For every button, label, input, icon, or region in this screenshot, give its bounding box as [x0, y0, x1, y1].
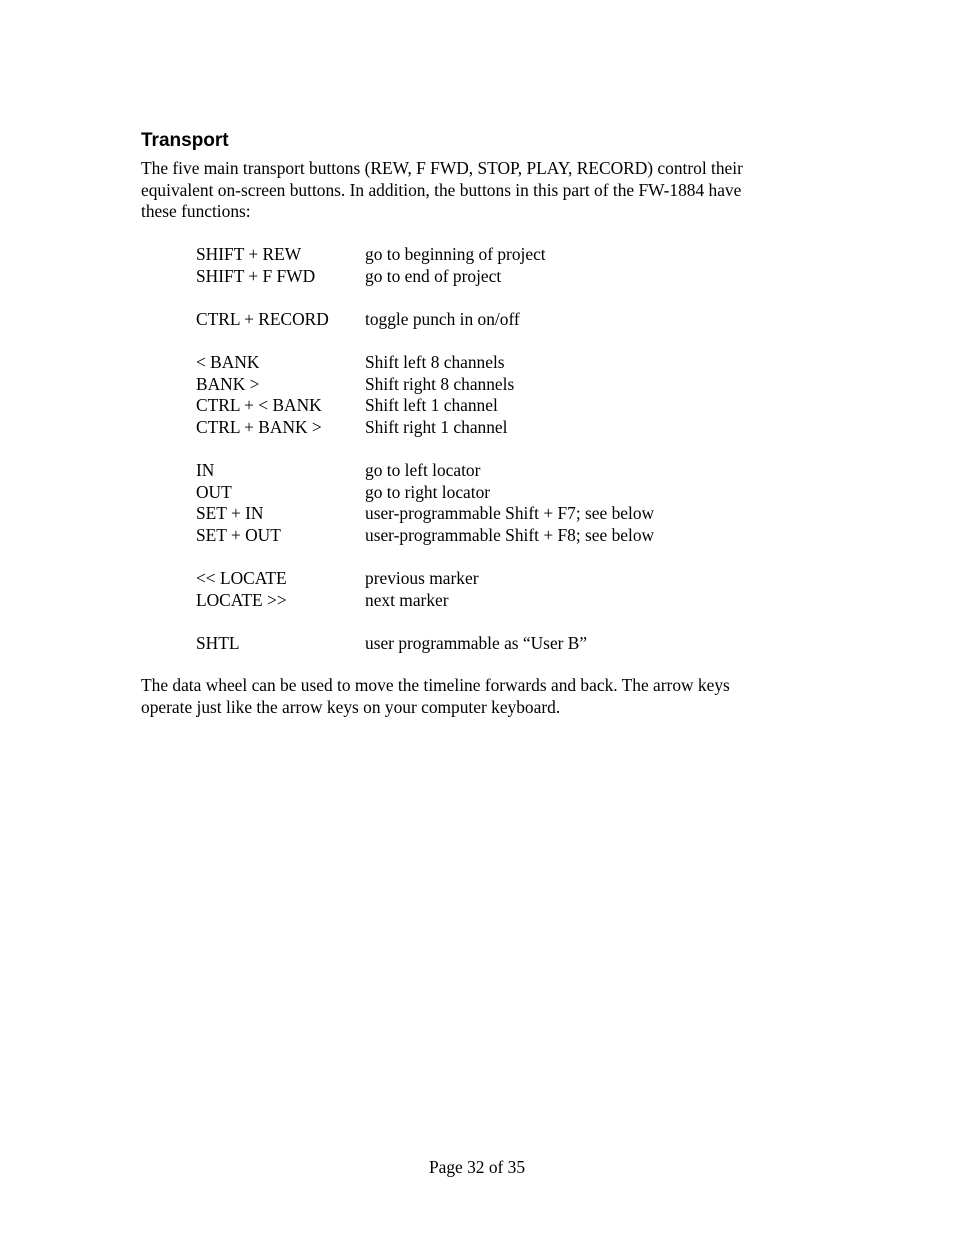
mapping-row — [196, 568, 654, 590]
button-function: user programmable as “User B” — [365, 632, 588, 653]
mapping-row — [196, 503, 654, 525]
button-function: user-programmable Shift + F7; see below — [365, 503, 655, 524]
mapping-group-rew-ffwd — [196, 244, 654, 287]
button-combo: < BANK — [196, 351, 260, 372]
button-function: user-programmable Shift + F8; see below — [365, 524, 655, 545]
button-combo: OUT — [196, 481, 232, 502]
button-function: go to beginning of project — [365, 244, 546, 264]
mapping-group-shuttle — [196, 633, 654, 655]
mapping-row — [196, 417, 654, 439]
button-combo: LOCATE >> — [196, 589, 287, 610]
button-combo: BANK > — [196, 373, 260, 394]
button-combo: IN — [196, 459, 215, 480]
mapping-row — [196, 374, 654, 396]
page-number: Page 32 of 35 — [428, 1157, 526, 1177]
button-function: Shift right 8 channels — [365, 373, 515, 394]
button-combo: CTRL + RECORD — [196, 308, 329, 329]
mapping-group-locators — [196, 460, 654, 546]
mapping-row — [196, 244, 654, 266]
mapping-row — [196, 590, 654, 612]
section-heading: Transport — [141, 130, 229, 151]
mapping-row — [196, 309, 654, 331]
intro-line: The five main transport buttons (REW, F FWD, STOP, PLAY, RECORD) control their — [141, 158, 743, 178]
button-function: previous marker — [365, 567, 479, 588]
button-combo: SHIFT + F FWD — [196, 265, 316, 286]
mapping-row — [196, 633, 654, 655]
closing-line: operate just like the arrow keys on your computer keyboard. — [141, 696, 561, 717]
intro-line: equivalent on-screen buttons. In addition, the buttons in this part of the FW-1884 have — [141, 179, 742, 200]
button-combo: SHTL — [196, 632, 240, 653]
button-combo: SET + IN — [196, 503, 264, 524]
mapping-group-bank — [196, 352, 654, 438]
button-combo: CTRL + < BANK — [196, 395, 322, 416]
mapping-row — [196, 525, 654, 547]
button-function: go to right locator — [365, 481, 491, 502]
button-combo: SHIFT + REW — [196, 244, 302, 264]
button-function: go to left locator — [365, 459, 481, 480]
mapping-row — [196, 482, 654, 504]
button-combo: << LOCATE — [196, 567, 287, 588]
mapping-row — [196, 266, 654, 288]
button-function: go to end of project — [365, 265, 502, 286]
button-function: Shift left 8 channels — [365, 351, 505, 372]
mapping-group-locate — [196, 568, 654, 611]
button-function: toggle punch in on/off — [365, 308, 520, 329]
button-function: next marker — [365, 589, 449, 610]
closing-paragraph — [141, 675, 821, 718]
mapping-row — [196, 395, 654, 417]
intro-line: these functions: — [141, 201, 251, 222]
mapping-row — [196, 460, 654, 482]
button-function: Shift left 1 channel — [365, 395, 498, 416]
button-function: Shift right 1 channel — [365, 416, 508, 437]
button-combo: SET + OUT — [196, 524, 281, 545]
closing-line: The data wheel can be used to move the timeline forwards and back. The arrow keys — [141, 675, 730, 695]
mapping-row — [196, 352, 654, 374]
button-combo: CTRL + BANK > — [196, 416, 322, 437]
mapping-group-record — [196, 309, 654, 331]
intro-paragraph — [141, 158, 821, 223]
button-function-table — [196, 244, 654, 676]
